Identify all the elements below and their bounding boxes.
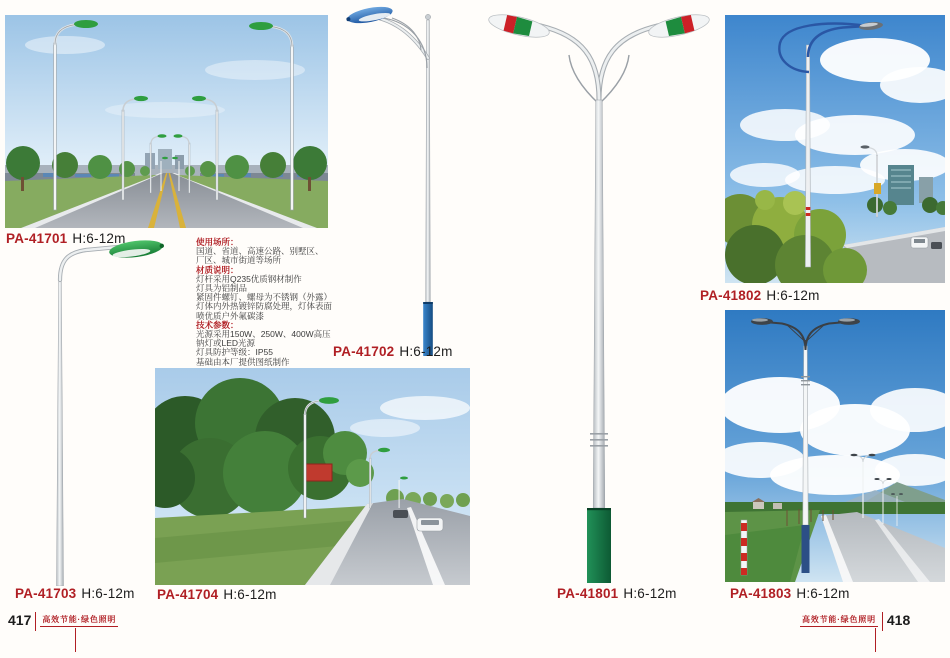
tech-line: 钠灯或LED光源 bbox=[196, 338, 256, 349]
product-label-pa41704 bbox=[157, 587, 277, 602]
road-photo-illustration bbox=[725, 310, 945, 582]
footer-divider bbox=[35, 612, 36, 631]
product-code: PA-41801 bbox=[557, 586, 619, 601]
tech-title: 技术参数： bbox=[196, 319, 239, 330]
fold-mark-right bbox=[875, 628, 876, 652]
double-arm-pole-illustration bbox=[487, 5, 717, 583]
lamp-head-blue-icon bbox=[345, 4, 394, 27]
footer-left bbox=[8, 612, 118, 631]
product-label-pa41702 bbox=[333, 344, 453, 359]
material-line: 灯体内外热镀锌防腐处理，灯体表面 bbox=[196, 301, 333, 312]
single-arm-pole-blue-illustration bbox=[340, 2, 475, 358]
lamp-head-right-icon bbox=[647, 10, 711, 41]
drawing-pa41702 bbox=[340, 2, 475, 358]
material-line: 灯具为铝制品 bbox=[196, 283, 248, 294]
pole bbox=[57, 278, 64, 586]
product-label-pa41802 bbox=[700, 288, 820, 303]
footer-slogan-right: 高效节能·绿色照明 bbox=[800, 612, 878, 627]
product-code: PA-41704 bbox=[157, 587, 219, 602]
product-spec: H:6-12m bbox=[796, 586, 850, 601]
usage-line: 国道、省道、高速公路、别墅区、 bbox=[196, 246, 324, 257]
material-line: 灯杆采用Q235优质钢材制作 bbox=[196, 273, 302, 284]
photo-pa41704 bbox=[155, 368, 470, 585]
footer-slogan-left: 高效节能·绿色照明 bbox=[40, 612, 118, 627]
photo-pa41701 bbox=[5, 15, 328, 228]
street-render-illustration bbox=[5, 15, 328, 228]
product-code: PA-41701 bbox=[6, 231, 68, 246]
product-code: PA-41803 bbox=[730, 586, 792, 601]
page-number-right: 418 bbox=[886, 612, 911, 628]
pole-base-dark-blue bbox=[802, 525, 810, 573]
usage-title: 使用场所： bbox=[196, 237, 239, 247]
product-spec: H:6-12m bbox=[81, 586, 135, 601]
material-line: 紧固件螺钉、螺母为不锈钢（外露） bbox=[196, 292, 333, 303]
product-code: PA-41702 bbox=[333, 344, 395, 359]
tech-line: 光源采用150W、250W、400W高压 bbox=[196, 329, 331, 340]
billboard bbox=[305, 464, 332, 481]
drawing-pa41703 bbox=[0, 240, 165, 586]
lamp-head-green-icon bbox=[108, 240, 165, 260]
product-label-pa41801 bbox=[557, 586, 677, 601]
spec-description bbox=[196, 238, 348, 367]
product-spec: H:6-12m bbox=[766, 288, 820, 303]
usage-line: 厂区、城市街道等场所 bbox=[196, 255, 282, 266]
finial bbox=[425, 14, 430, 19]
product-label-pa41703 bbox=[15, 586, 135, 601]
lamp-head-left-icon bbox=[487, 10, 551, 41]
product-code: PA-41703 bbox=[15, 586, 77, 601]
pole-base-green bbox=[587, 508, 611, 583]
material-title: 材质说明： bbox=[196, 264, 239, 275]
product-spec: H:6-12m bbox=[72, 231, 126, 246]
footer-right bbox=[800, 612, 910, 631]
single-arm-pole-illustration bbox=[0, 240, 165, 586]
photo-pa41802 bbox=[725, 15, 945, 283]
page-number-left: 417 bbox=[8, 612, 32, 628]
photo-pa41803 bbox=[725, 310, 945, 582]
product-spec: H:6-12m bbox=[399, 344, 453, 359]
material-line: 喷优质户外氟碳漆 bbox=[196, 310, 265, 321]
product-code: PA-41802 bbox=[700, 288, 762, 303]
street-photo-illustration bbox=[725, 15, 945, 283]
fold-mark-left bbox=[75, 628, 76, 652]
striped-post bbox=[741, 520, 747, 575]
product-label-pa41803 bbox=[730, 586, 850, 601]
drawing-pa41801 bbox=[487, 5, 717, 583]
product-spec: H:6-12m bbox=[623, 586, 677, 601]
tech-line: 基础由本厂提供图纸制作 bbox=[196, 356, 290, 367]
pole bbox=[593, 100, 605, 508]
footer-divider bbox=[882, 612, 883, 631]
roadside-photo-illustration bbox=[155, 368, 470, 585]
tech-line: 灯具防护等级：IP55 bbox=[196, 347, 273, 358]
product-spec: H:6-12m bbox=[223, 587, 277, 602]
